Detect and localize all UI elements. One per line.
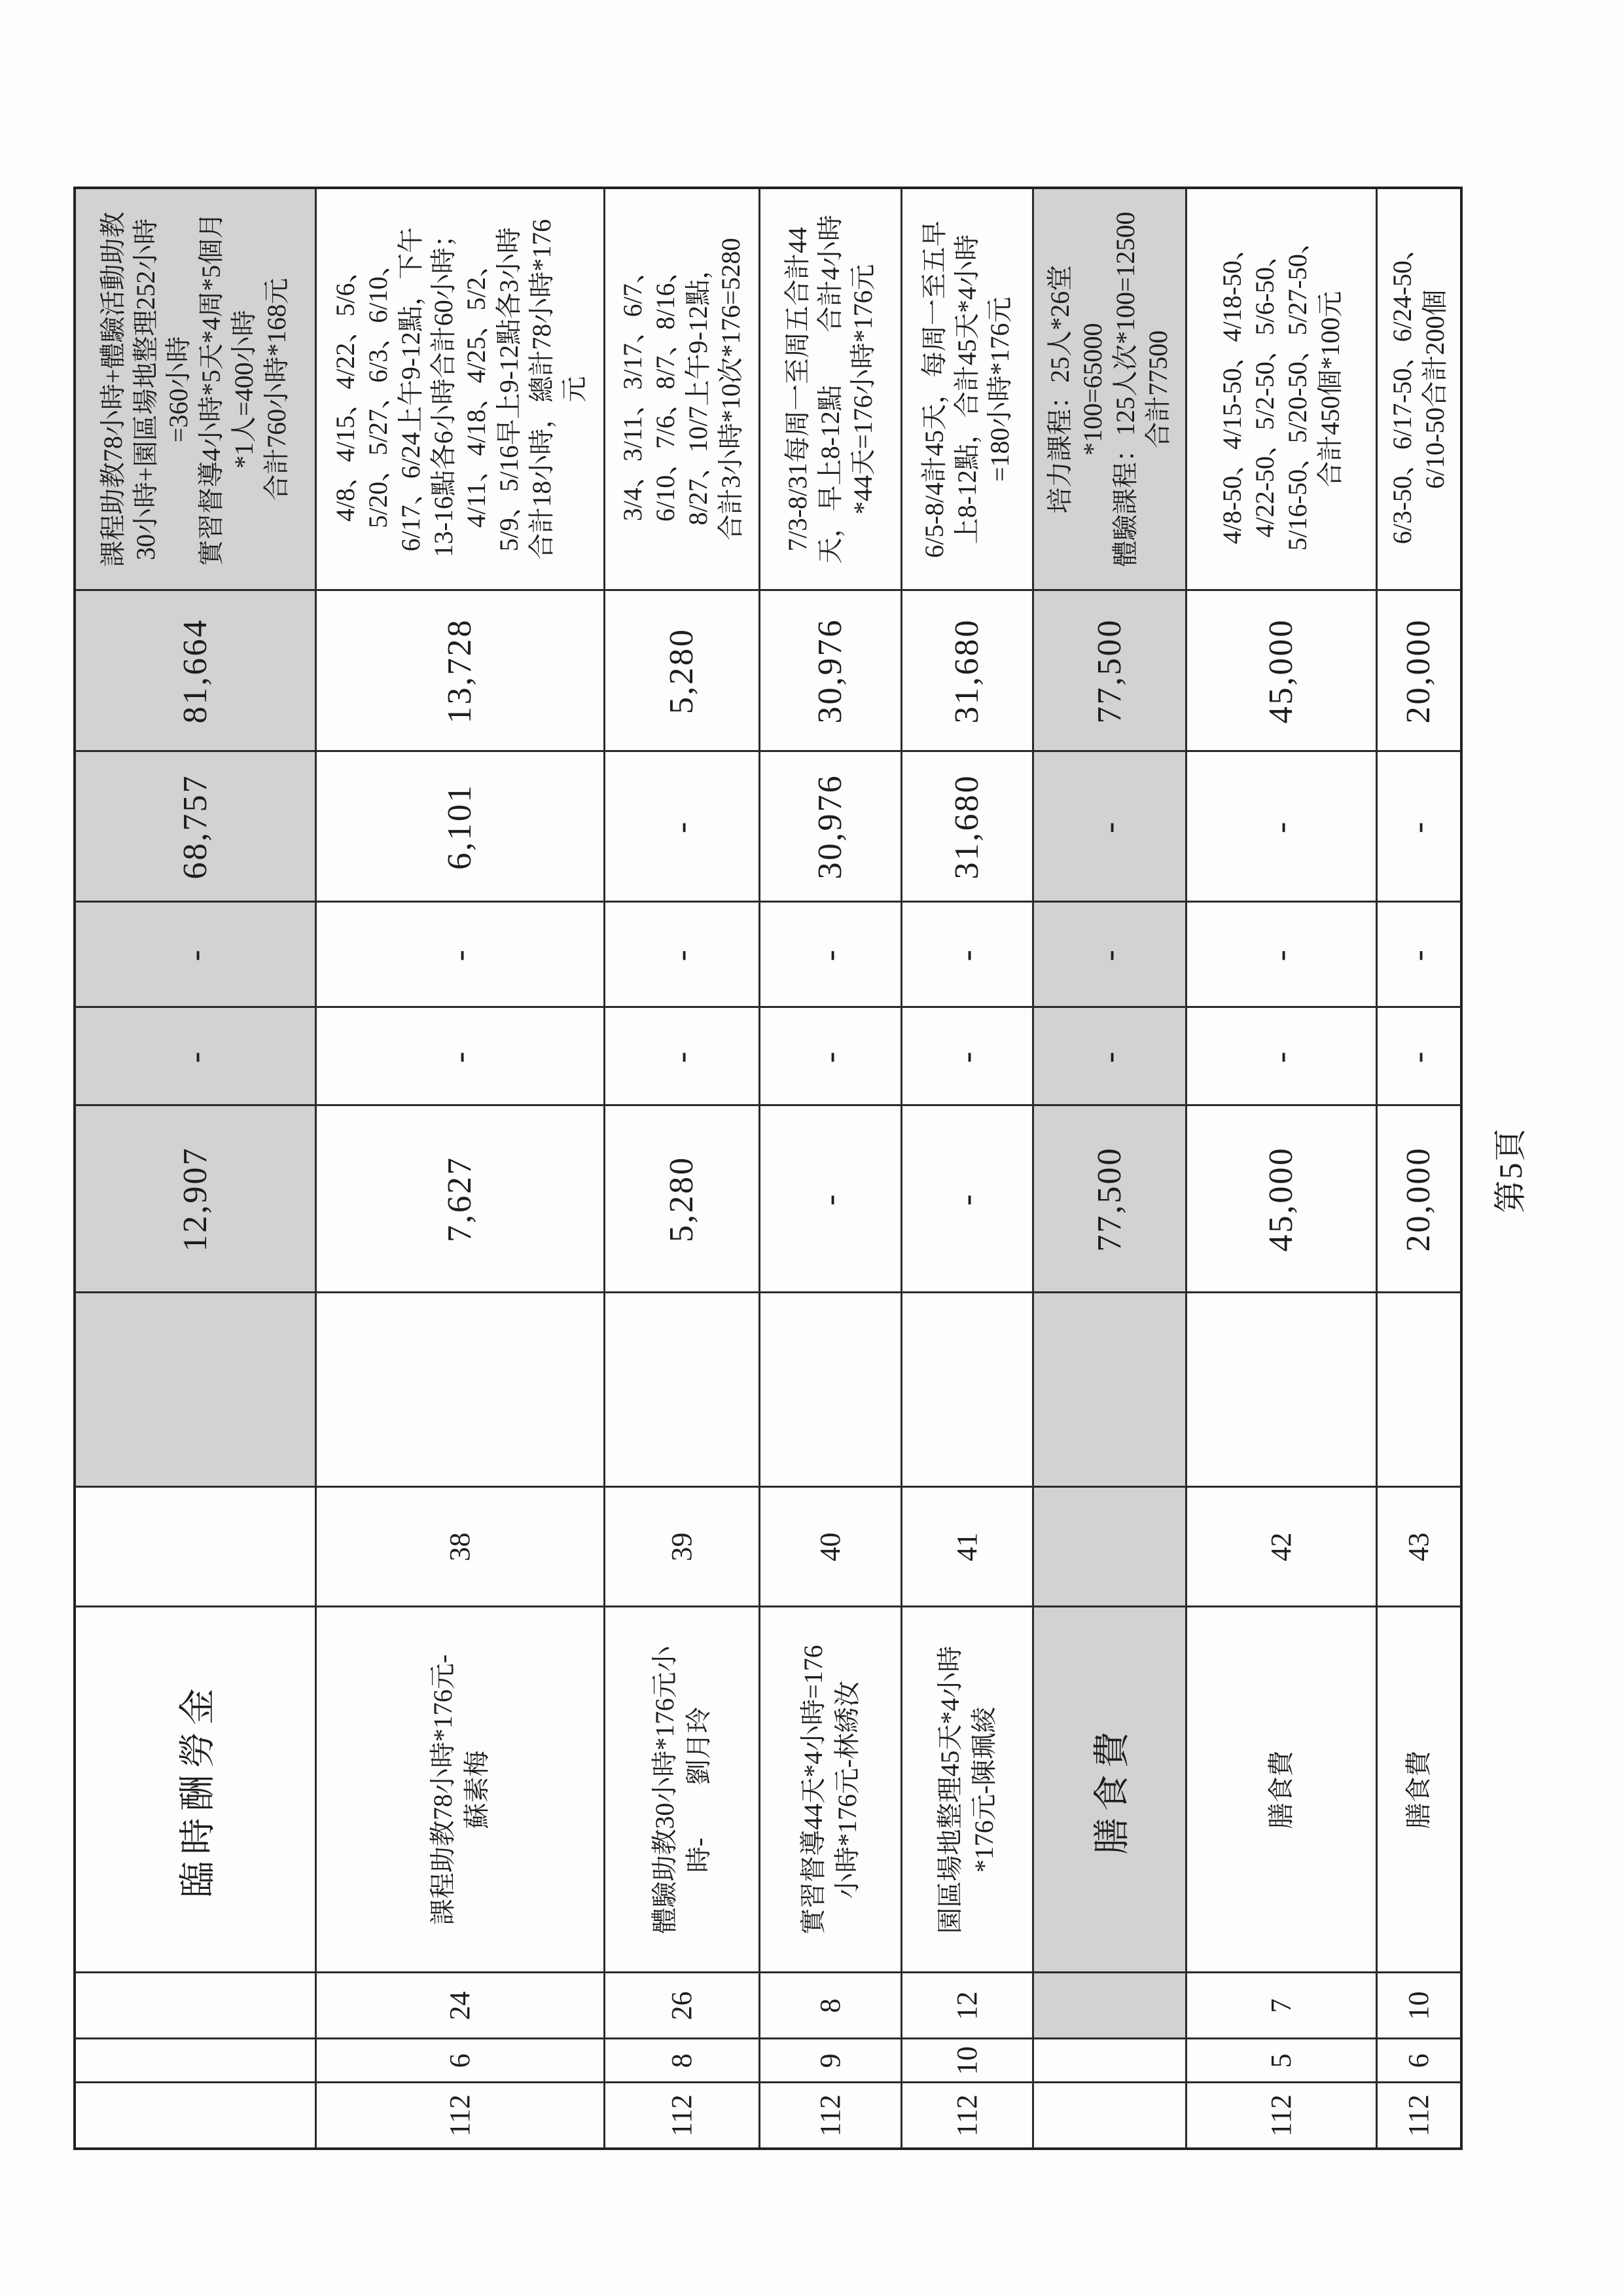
year-cell: 112 [759, 2083, 901, 2149]
year-cell: 112 [1376, 2083, 1461, 2149]
ledger-row [315, 188, 604, 2149]
column-b-cell: - [759, 902, 901, 1007]
item-number-cell [75, 1487, 315, 1607]
amount-cell: 45,000 [1186, 1105, 1376, 1293]
ledger-row [759, 188, 901, 2149]
blank-cell [759, 1293, 901, 1487]
expense-ledger-table [73, 187, 1463, 2150]
year-cell: 112 [604, 2083, 759, 2149]
column-b-cell: - [1376, 902, 1461, 1007]
day-cell: 8 [759, 1973, 901, 2039]
calculation-note-cell: 6/3-50、6/17-50、6/24-50、 6/10-50合計200個 [1376, 188, 1461, 590]
amount-cell: - [759, 1105, 901, 1293]
ledger-row [1186, 188, 1376, 2149]
description-cell: 體驗助教30小時*176元小 時- 劉月玲 [604, 1607, 759, 1973]
month-cell: 5 [1186, 2039, 1376, 2083]
category-row [1033, 188, 1186, 2149]
blank-cell [75, 1293, 315, 1487]
month-cell: 10 [901, 2039, 1033, 2083]
day-cell [75, 1973, 315, 2039]
column-a-cell: - [1376, 1007, 1461, 1105]
column-a-cell: - [75, 1007, 315, 1105]
day-cell: 7 [1186, 1973, 1376, 2039]
column-c-cell: 6,101 [315, 751, 604, 902]
day-cell: 12 [901, 1973, 1033, 2039]
item-number-cell: 40 [759, 1487, 901, 1607]
category-title: 臨時酬勞金 [75, 1607, 315, 1973]
calculation-note-cell: 4/8、4/15、4/22、5/6、 5/20、5/27、6/3、6/10、 6/17、6/24上午9-12點，下午 13-16點各6小時合計60小時； 4/11、4/18、4/25、5/2、 5/9、5/16早上9-12點各3小時 合計18小時，總計78小時*176 元 [315, 188, 604, 590]
year-cell [75, 2083, 315, 2149]
calculation-note-cell: 4/8-50、4/15-50、4/18-50、 4/22-50、5/2-50、5/6-50、 5/16-50、5/20-50、5/27-50、 合計450個*100元 [1186, 188, 1376, 590]
month-cell: 8 [604, 2039, 759, 2083]
total-cell: 20,000 [1376, 590, 1461, 751]
year-cell: 112 [901, 2083, 1033, 2149]
column-b-cell: - [315, 902, 604, 1007]
column-c-cell: - [1033, 751, 1186, 902]
item-number-cell [1033, 1487, 1186, 1607]
amount-cell: 20,000 [1376, 1105, 1461, 1293]
item-number-cell: 42 [1186, 1487, 1376, 1607]
total-cell: 31,680 [901, 590, 1033, 751]
column-a-cell: - [1186, 1007, 1376, 1105]
month-cell: 9 [759, 2039, 901, 2083]
item-number-cell: 38 [315, 1487, 604, 1607]
total-cell: 5,280 [604, 590, 759, 751]
calculation-note-cell: 3/4、3/11、3/17、6/7、 6/10、7/6、8/7、8/16、 8/27、10/7上午9-12點， 合計3小時*10次*176=5280 [604, 188, 759, 590]
day-cell: 10 [1376, 1973, 1461, 2039]
calculation-note-cell: 培力課程：25人*26堂 *100=65000 體驗課程：125人次*100=12500 合計77500 [1033, 188, 1186, 590]
column-b-cell: - [75, 902, 315, 1007]
blank-cell [1186, 1293, 1376, 1487]
column-a-cell: - [759, 1007, 901, 1105]
column-a-cell: - [1033, 1007, 1186, 1105]
amount-cell: 5,280 [604, 1105, 759, 1293]
total-cell: 45,000 [1186, 590, 1376, 751]
amount-cell: 12,907 [75, 1105, 315, 1293]
ledger-row [1376, 188, 1461, 2149]
item-number-cell: 41 [901, 1487, 1033, 1607]
item-number-cell: 39 [604, 1487, 759, 1607]
description-cell: 課程助教78小時*176元- 蘇素梅 [315, 1607, 604, 1973]
blank-cell [604, 1293, 759, 1487]
amount-cell: 7,627 [315, 1105, 604, 1293]
column-c-cell: 31,680 [901, 751, 1033, 902]
blank-cell [1376, 1293, 1461, 1487]
column-c-cell: - [1376, 751, 1461, 902]
blank-cell [1033, 1293, 1186, 1487]
column-a-cell: - [604, 1007, 759, 1105]
month-cell [75, 2039, 315, 2083]
day-cell: 24 [315, 1973, 604, 2039]
day-cell: 26 [604, 1973, 759, 2039]
column-b-cell: - [1186, 902, 1376, 1007]
column-a-cell: - [901, 1007, 1033, 1105]
column-c-cell: - [604, 751, 759, 902]
month-cell: 6 [1376, 2039, 1461, 2083]
amount-cell: 77,500 [1033, 1105, 1186, 1293]
column-c-cell: - [1186, 751, 1376, 902]
year-cell: 112 [1186, 2083, 1376, 2149]
description-cell: 實習督導44天*4小時=176 小時*176元-林綉汝 [759, 1607, 901, 1973]
ledger-row [604, 188, 759, 2149]
category-row [75, 188, 315, 2149]
blank-cell [315, 1293, 604, 1487]
column-c-cell: 30,976 [759, 751, 901, 902]
total-cell: 13,728 [315, 590, 604, 751]
total-cell: 81,664 [75, 590, 315, 751]
ledger-row [901, 188, 1033, 2149]
page-number: 第5頁 [1492, 1127, 1529, 1213]
total-cell: 77,500 [1033, 590, 1186, 751]
column-c-cell: 68,757 [75, 751, 315, 902]
item-number-cell: 43 [1376, 1487, 1461, 1607]
year-cell: 112 [315, 2083, 604, 2149]
calculation-note-cell: 6/5-8/4計45天，每周一至五早 上8-12點，合計45天*4小時 =180小時*176元 [901, 188, 1033, 590]
blank-cell [901, 1293, 1033, 1487]
column-b-cell: - [1033, 902, 1186, 1007]
column-a-cell: - [315, 1007, 604, 1105]
total-cell: 30,976 [759, 590, 901, 751]
description-cell: 膳食費 [1186, 1607, 1376, 1973]
description-cell: 園區場地整理45天*4小時 *176元-陳珮綾 [901, 1607, 1033, 1973]
column-b-cell: - [901, 902, 1033, 1007]
amount-cell: - [901, 1105, 1033, 1293]
year-cell [1033, 2083, 1186, 2149]
calculation-note-cell: 課程助教78小時+體驗活動助教 30小時+園區場地整理252小時 =360小時 實習督導4小時*5天*4周*5個月 *1人=400小時 合計760小時*168元 [75, 188, 315, 590]
month-cell [1033, 2039, 1186, 2083]
day-cell [1033, 1973, 1186, 2039]
category-title: 膳食費 [1033, 1607, 1186, 1973]
description-cell: 膳食費 [1376, 1607, 1461, 1973]
calculation-note-cell: 7/3-8/31每周一至周五合計44 天，早上8-12點 合計4小時 *44天=176小時*176元 [759, 188, 901, 590]
month-cell: 6 [315, 2039, 604, 2083]
column-b-cell: - [604, 902, 759, 1007]
